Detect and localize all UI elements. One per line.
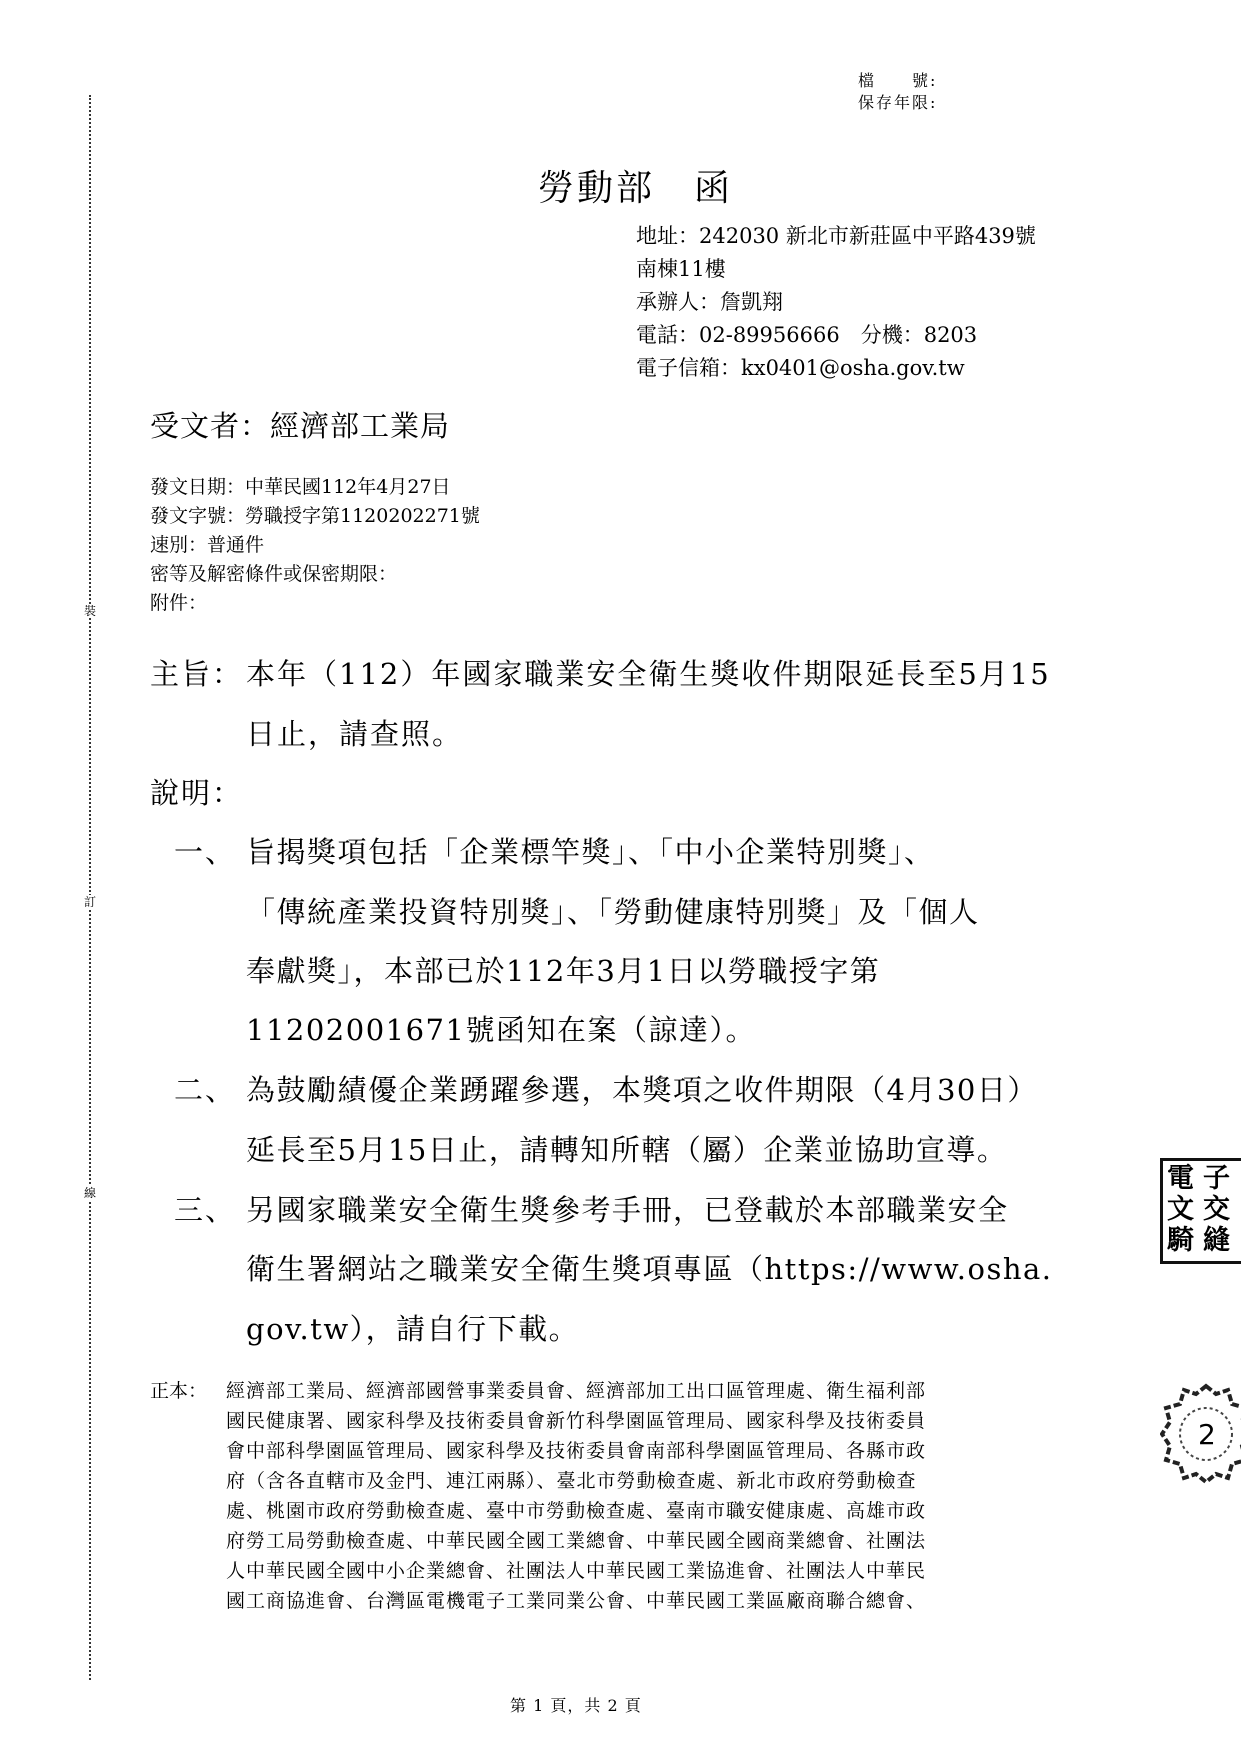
electronic-seal-stamp bbox=[1160, 1158, 1241, 1264]
binding-mark-3: 線 bbox=[83, 1186, 96, 1200]
sender-email: 電子信箱：kx0401@osha.gov.tw bbox=[636, 356, 965, 380]
file-info bbox=[858, 70, 937, 114]
item-line: 衛生署網站之職業安全衛生獎項專區（https://www.osha. bbox=[246, 1252, 1053, 1286]
item-line: 11202001671號函知在案（諒達）。 bbox=[246, 1013, 756, 1047]
page-number: 第 1 頁，共 2 頁 bbox=[510, 1696, 642, 1715]
item-number: 一、 bbox=[174, 835, 237, 869]
delivery-speed: 速別：普通件 bbox=[150, 534, 265, 556]
attachment: 附件： bbox=[150, 592, 208, 614]
item-line: 延長至5月15日止，請轉知所轄（屬）企業並協助宣導。 bbox=[246, 1133, 1008, 1167]
item-line: gov.tw），請自行下載。 bbox=[246, 1312, 580, 1346]
item-number: 二、 bbox=[174, 1073, 237, 1107]
secrecy-level: 密等及解密條件或保密期限： bbox=[150, 563, 398, 585]
sender-address-cont: 南棟11樓 bbox=[636, 257, 726, 281]
cc-line: 人中華民國全國中小企業總會、社團法人中華民國工業協進會、社團法人中華民 bbox=[226, 1560, 927, 1582]
stamp-char: 文 bbox=[1167, 1194, 1194, 1225]
stamp-char: 縫 bbox=[1203, 1225, 1230, 1256]
subject-label: 主旨： bbox=[150, 657, 244, 691]
item-line: 旨揭獎項包括「企業標竿獎」、「中小企業特別獎」、 bbox=[246, 835, 935, 869]
cc-line: 府（含各直轄市及金門、連江兩縣）、臺北市勞動檢查處、新北市政府勞動檢查 bbox=[226, 1470, 917, 1492]
sender-address: 地址：242030 新北市新莊區中平路439號 bbox=[636, 224, 1036, 248]
cc-line: 府勞工局勞動檢查處、中華民國全國工業總會、中華民國全國商業總會、社團法 bbox=[226, 1530, 927, 1552]
stamp-char: 電 bbox=[1167, 1163, 1194, 1194]
stamp-char: 交 bbox=[1203, 1194, 1230, 1225]
sender-phone: 電話：02-89956666 分機：8203 bbox=[636, 323, 978, 347]
cc-line: 經濟部工業局、經濟部國營事業委員會、經濟部加工出口區管理處、衛生福利部 bbox=[226, 1380, 927, 1402]
sender-contact: 承辦人：詹凱翔 bbox=[636, 290, 783, 314]
binding-line bbox=[89, 95, 91, 1680]
cc-line: 處、桃園市政府勞動檢查處、臺中市勞動檢查處、臺南市職安健康處、高雄市政 bbox=[226, 1500, 927, 1522]
retention-label: 保存年限: bbox=[858, 93, 938, 112]
cc-line: 國工商協進會、台灣區電機電子工業同業公會、中華民國工業區廠商聯合總會、 bbox=[226, 1590, 927, 1612]
seal-number: 2 bbox=[1198, 1418, 1216, 1451]
item-line: 奉獻獎」，本部已於112年3月1日以勞職授字第 bbox=[246, 954, 881, 988]
cc-line: 會中部科學園區管理局、國家科學及技術委員會南部科學園區管理局、各縣市政 bbox=[226, 1440, 927, 1462]
stamp-char: 騎 bbox=[1167, 1225, 1194, 1256]
item-number: 三、 bbox=[174, 1193, 237, 1227]
document-number: 發文字號：勞職授字第1120202271號 bbox=[150, 505, 480, 527]
item-line: 「傳統產業投資特別獎」、「勞動健康特別獎」及「個人 bbox=[246, 895, 980, 929]
file-number-label: 檔 號: bbox=[858, 71, 938, 90]
sender-info bbox=[636, 220, 1036, 385]
cc-line: 國民健康署、國家科學及技術委員會新竹科學園區管理局、國家科學及技術委員 bbox=[226, 1410, 927, 1432]
recipient: 受文者：經濟部工業局 bbox=[150, 409, 451, 443]
description-label: 說明： bbox=[150, 776, 244, 810]
stamp-char: 子 bbox=[1203, 1163, 1230, 1194]
subject-line: 本年（112）年國家職業安全衛生獎收件期限延長至5月15 bbox=[246, 657, 1051, 691]
binding-mark-1: 裝 bbox=[83, 604, 96, 618]
item-line: 另國家職業安全衛生獎參考手冊，已登載於本部職業安全 bbox=[246, 1193, 1009, 1227]
subject-line: 日止，請查照。 bbox=[246, 717, 464, 751]
issue-date: 發文日期：中華民國112年4月27日 bbox=[150, 476, 451, 498]
page-seal-icon bbox=[1160, 1378, 1241, 1488]
binding-mark-2: 訂 bbox=[83, 895, 96, 909]
cc-list bbox=[226, 1376, 926, 1616]
cc-label: 正本： bbox=[150, 1380, 208, 1402]
item-line: 為鼓勵績優企業踴躍參選，本獎項之收件期限（4月30日） bbox=[246, 1073, 1038, 1107]
document-title: 勞動部 函 bbox=[538, 168, 734, 209]
document-meta bbox=[150, 473, 480, 618]
